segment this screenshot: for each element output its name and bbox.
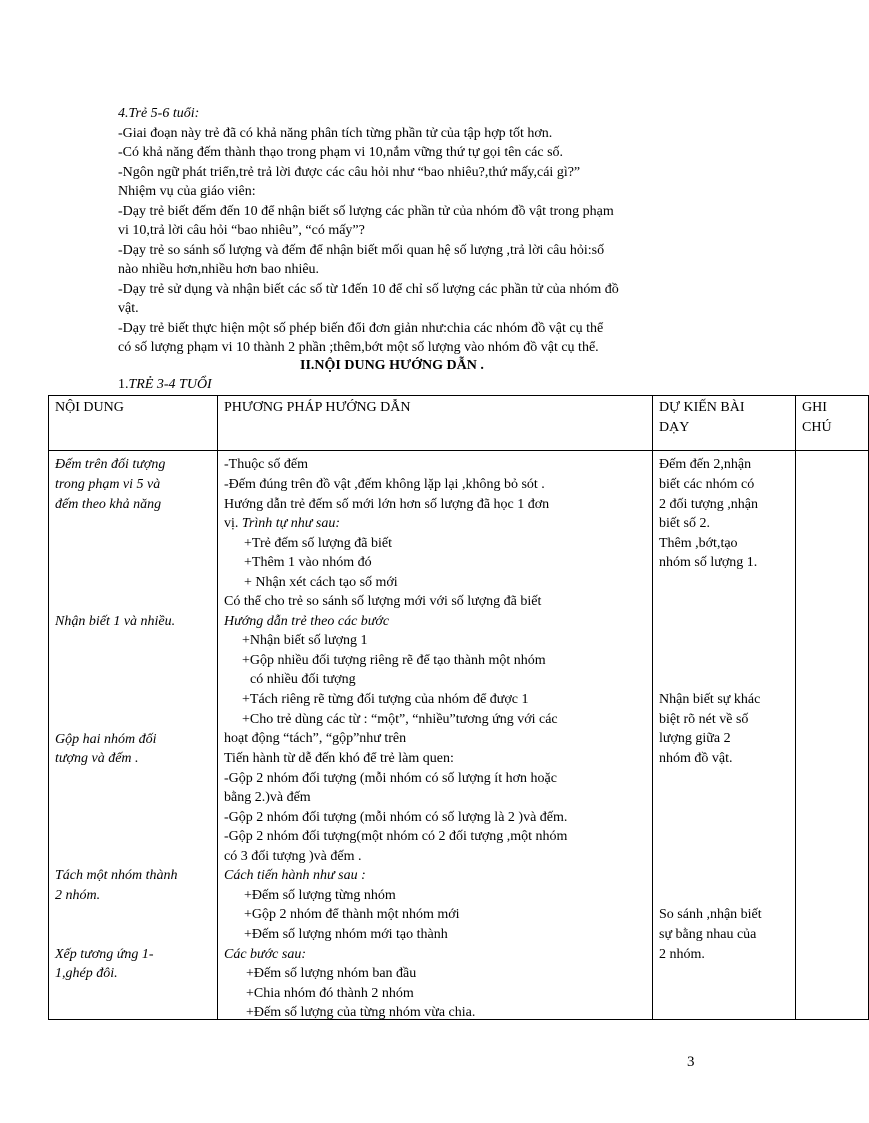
method-line: +Gộp nhiều đối tượng riêng rẽ để tạo thành một nhóm bbox=[242, 653, 546, 668]
expected-line: 2 đối tượng ,nhận bbox=[659, 497, 758, 512]
method-line: -Thuộc số đếm bbox=[224, 457, 308, 472]
expected-line: Thêm ,bớt,tạo bbox=[659, 536, 738, 551]
expected-line: So sánh ,nhận biết bbox=[659, 907, 762, 922]
method-line: có nhiều đối tượng bbox=[250, 672, 356, 687]
method-line: bằng 2.)và đếm bbox=[224, 790, 311, 805]
subsection-label: TRẺ 3-4 TUỔI bbox=[128, 377, 212, 392]
method-text: vị. bbox=[224, 516, 242, 531]
header-expected-label: DẠY bbox=[659, 420, 690, 435]
method-line: +Đếm số lượng của từng nhóm vừa chia. bbox=[246, 1005, 476, 1020]
intro-line: -Dạy trẻ sử dụng và nhận biết các số từ 1đến 10 để chỉ số lượng các phần tử của nhóm đồ bbox=[118, 281, 619, 297]
method-line: Tiến hành từ dễ đến khó để trẻ làm quen: bbox=[224, 751, 454, 766]
page-number: 3 bbox=[687, 1054, 695, 1070]
expected-cell bbox=[653, 451, 796, 1020]
expected-line: lượng giữa 2 bbox=[659, 731, 731, 746]
content-line: 2 nhóm. bbox=[55, 888, 101, 903]
content-line: Nhận biết 1 và nhiều. bbox=[55, 614, 176, 629]
intro-section bbox=[118, 104, 718, 358]
expected-line: biệt rõ nét về số bbox=[659, 712, 749, 727]
method-line: +Đếm số lượng nhóm ban đầu bbox=[246, 966, 417, 981]
expected-line: nhóm số lượng 1. bbox=[659, 555, 758, 570]
notes-cell bbox=[796, 451, 869, 1020]
content-cell bbox=[49, 451, 218, 1020]
intro-line: -Dạy trẻ biết thực hiện một số phép biến đổi đơn giản như:chia các nhóm đồ vật cụ thể bbox=[118, 320, 604, 336]
method-line: -Đếm đúng trên đồ vật ,đếm không lặp lại ,không bỏ sót . bbox=[224, 477, 545, 492]
header-content bbox=[49, 396, 218, 451]
intro-line: nào nhiều hơn,nhiều hơn bao nhiêu. bbox=[118, 262, 320, 277]
method-line: +Đếm số lượng từng nhóm bbox=[244, 888, 396, 903]
header-method bbox=[218, 396, 653, 451]
guidance-table bbox=[48, 395, 869, 1020]
header-notes-label: CHÚ bbox=[802, 420, 832, 435]
intro-heading: 4.Trẻ 5-6 tuổi: bbox=[118, 106, 200, 121]
method-line: có 3 đối tượng )và đếm . bbox=[224, 849, 362, 864]
intro-line: -Dạy trẻ so sánh số lượng và đếm để nhận biết mối quan hệ số lượng ,trả lời câu hỏi:số bbox=[118, 242, 605, 258]
method-line: +Cho trẻ dùng các từ : “một”, “nhiều”tương ứng với các bbox=[242, 712, 558, 727]
header-notes-label: GHI bbox=[802, 400, 827, 415]
content-line: Gộp hai nhóm đối bbox=[55, 732, 157, 747]
method-line: Cách tiến hành như sau : bbox=[224, 868, 366, 883]
method-line: +Gộp 2 nhóm để thành một nhóm mới bbox=[244, 907, 460, 922]
expected-line: biết các nhóm có bbox=[659, 477, 755, 492]
header-method-label: PHƯƠNG PHÁP HƯỚNG DẪN bbox=[224, 400, 411, 415]
content-line: Đếm trên đối tượng bbox=[55, 457, 166, 472]
method-cell bbox=[218, 451, 653, 1020]
method-text: Trình tự như sau: bbox=[241, 516, 341, 531]
content-line: tượng và đếm . bbox=[55, 751, 139, 766]
method-line bbox=[224, 514, 340, 533]
method-line: +Tách riêng rẽ từng đối tượng của nhóm để được 1 bbox=[242, 692, 529, 707]
table-row bbox=[49, 451, 869, 1020]
method-line: -Gộp 2 nhóm đối tượng(một nhóm có 2 đối tượng ,một nhóm bbox=[224, 829, 568, 844]
subsection-number: 1. bbox=[118, 377, 129, 392]
intro-line: có số lượng phạm vi 10 thành 2 phần ;thêm,bớt một số lượng vào nhóm đồ vật cụ thể. bbox=[118, 340, 599, 355]
method-line: -Gộp 2 nhóm đối tượng (mỗi nhóm có số lượng là 2 )và đếm. bbox=[224, 810, 568, 825]
method-line: Các bước sau: bbox=[224, 947, 306, 962]
expected-line: Nhận biết sự khác bbox=[659, 692, 761, 707]
content-line: Tách một nhóm thành bbox=[55, 868, 178, 883]
header-expected-label: DỰ KIẾN BÀI bbox=[659, 400, 745, 415]
method-line: +Chia nhóm đó thành 2 nhóm bbox=[246, 986, 414, 1001]
content-line: 1,ghép đôi. bbox=[55, 966, 118, 981]
header-expected bbox=[653, 396, 796, 451]
expected-line: Đếm đến 2,nhận bbox=[659, 457, 752, 472]
intro-line: vật. bbox=[118, 301, 139, 316]
header-content-label: NỘI DUNG bbox=[55, 400, 124, 415]
method-line: +Trẻ đếm số lượng đã biết bbox=[244, 536, 392, 551]
method-line: +Đếm số lượng nhóm mới tạo thành bbox=[244, 927, 448, 942]
content-line: trong phạm vi 5 và bbox=[55, 477, 161, 492]
method-line: +Thêm 1 vào nhóm đó bbox=[244, 555, 372, 570]
method-line: +Nhận biết số lượng 1 bbox=[242, 633, 368, 648]
method-line: Hướng dẫn trẻ đếm số mới lớn hơn số lượng đã học 1 đơn bbox=[224, 497, 550, 512]
method-line: -Gộp 2 nhóm đối tượng (mỗi nhóm có số lượng ít hơn hoặc bbox=[224, 771, 557, 786]
expected-line: 2 nhóm. bbox=[659, 947, 705, 962]
expected-line: biết số 2. bbox=[659, 516, 710, 531]
method-line: hoạt động “tách”, “gộp”như trên bbox=[224, 731, 407, 746]
header-notes bbox=[796, 396, 869, 451]
method-line: Có thể cho trẻ so sánh số lượng mới với số lượng đã biết bbox=[224, 594, 542, 609]
intro-line: -Ngôn ngữ phát triển,trẻ trả lời được các câu hỏi như “bao nhiêu?,thứ mấy,cái gì?” bbox=[118, 164, 581, 180]
table-header-row bbox=[49, 396, 869, 451]
method-line: Hướng dẫn trẻ theo các bước bbox=[224, 614, 390, 629]
subsection-title bbox=[118, 377, 212, 393]
intro-line: -Dạy trẻ biết đếm đến 10 để nhận biết số lượng các phần tử của nhóm đồ vật trong phạm bbox=[118, 203, 614, 219]
intro-line: -Có khả năng đếm thành thạo trong phạm vi 10,nắm vững thứ tự gọi tên các số. bbox=[118, 145, 564, 160]
method-line: + Nhận xét cách tạo số mới bbox=[244, 575, 398, 590]
expected-line: sự bằng nhau của bbox=[659, 927, 757, 942]
section-title: II.NỘI DUNG HƯỚNG DẪN . bbox=[300, 358, 484, 373]
intro-line: -Giai đoạn này trẻ đã có khả năng phân tích từng phần tử của tập hợp tốt hơn. bbox=[118, 125, 553, 141]
intro-line: vi 10,trả lời câu hỏi “bao nhiêu”, “có mấy”? bbox=[118, 223, 365, 238]
expected-line: nhóm đồ vật. bbox=[659, 751, 733, 766]
content-line: đếm theo khả năng bbox=[55, 497, 162, 512]
content-line: Xếp tương ứng 1- bbox=[55, 947, 154, 962]
intro-line: Nhiệm vụ của giáo viên: bbox=[118, 184, 256, 199]
